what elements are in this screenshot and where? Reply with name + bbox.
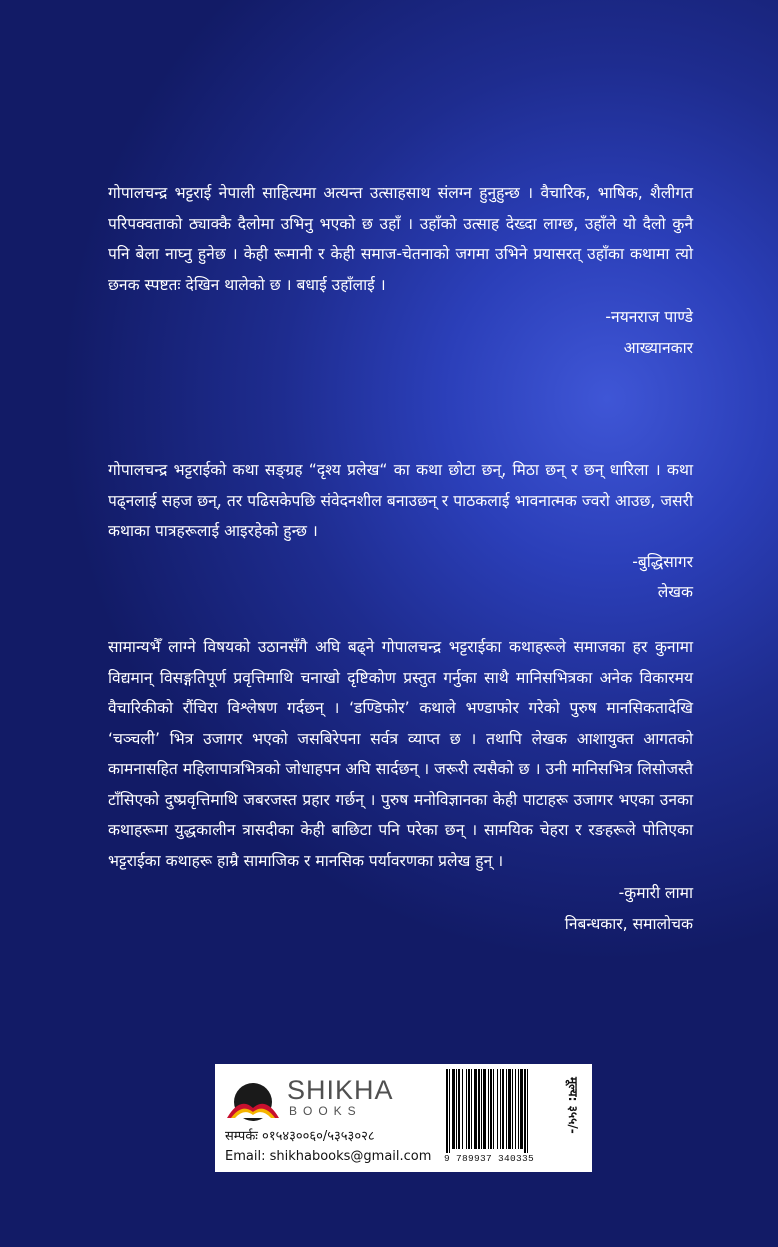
quote-3-text: सामान्यभैँ लाग्ने विषयको उठानसँगै अघि बढ्ने गोपालचन्द्र भट्टराईका कथाहरूले समाजका हर कुनामा विद्यमान् विसङ्गतिपूर्ण प्रवृत्तिमाथि चनाखो दृष्टिकोण प्रस्तुत गर्नुका साथै मानिसभित्रका अनेक विकारमय वैचारिकीको रौंचिरा विश्लेषण गर्दछन् । ‘डण्डिफोर’ कथाले भण्डाफोर गरेको पुरुष मानसिकतादेखि ‘चञ्चली’ भित्र उजागर भएको जसबिरेपना सर्वत्र व्याप्त छ । तथापि लेखक आशायुक्त आगतको कामनासहित महिलापात्रभित्रको जोधाहपन अघि सार्दछन् । जरूरी त्यसैको छ । उनी मानिसभित्र लिसोजस्तै टाँसिएको दुष्प्रवृत्तिमाथि जबरजस्त प्रहार गर्छन् । पुरुष मनोविज्ञानका केही पाटाहरू उजागर भएका उनका कथाहरूमा युद्धकालीन त्रासदीका केही बाछिटा पनि परेका छन् । सामयिक चेहरा र रङहरूले पोतिएका भट्टराईका कथाहरू हाम्रै सामाजिक र मानसिक पर्यावरणका प्रलेख हुन् ।: [108, 638, 693, 870]
contact-phone: सम्पर्कः ०१५४३००६०/५३५३०२८: [225, 1129, 375, 1144]
contact-email: Email: shikhabooks@gmail.com: [225, 1149, 432, 1164]
quote-1: [108, 178, 693, 363]
quote-3-author: -कुमारी लामा: [618, 884, 693, 902]
quote-2-role: लेखक: [657, 583, 693, 601]
quote-3-role: निबन्धकार, समालोचक: [564, 914, 693, 933]
publisher-block: [215, 1064, 437, 1172]
price-text: मूल्य: ३५५/-: [566, 1077, 580, 1134]
quote-2-text: गोपालचन्द्र भट्टराईको कथा सङ्ग्रह “दृश्य प्रलेख“ का कथा छोटा छन्, मिठा छन् र छन् धारिला । कथा पढ्नलाई सहज छन्, तर पढिसकेपछि संवेदनशील बनाउछन् र पाठकलाई भावनात्मक ज्वरो आउछ, जसरी कथाका पात्रहरूलाई आइरहेको हुन्छ ।: [108, 461, 693, 540]
barcode-icon: [444, 1069, 562, 1153]
quote-1-text: गोपालचन्द्र भट्टराई नेपाली साहित्यमा अत्यन्त उत्साहसाथ संलग्न हुनुहुन्छ । वैचारिक, भाषिक, शैलीगत परिपक्वताको ठ्याक्कै दैलोमा उभिनु भएको छ उहाँ । उहाँको उत्साह देख्दा लाग्छ, उहाँले यो दैलो कुनै पनि बेला नाघ्नु हुनेछ । केही रूमानी र केही समाज-चेतनाको जगमा उभिने प्रयासरत् उहाँका कथामा त्यो छनक स्पष्टतः देखिन थालेको छ । बधाई उहाँलाई ।: [108, 184, 693, 294]
publisher-panel: [215, 1064, 592, 1172]
price-label: [564, 1075, 586, 1155]
brand-name: SHIKHA: [287, 1075, 394, 1105]
barcode-block: [444, 1069, 586, 1167]
quote-1-author: -नयनराज पाण्डे: [605, 308, 693, 326]
brand-sub: BOOKS: [289, 1104, 362, 1118]
publisher-logo-icon: [222, 1074, 284, 1122]
quote-3: [108, 632, 693, 939]
quote-1-role: आख्यानकार: [623, 338, 693, 357]
quote-2-author: -बुद्धिसागर: [632, 552, 693, 571]
isbn-number: 9 789937 340335: [444, 1153, 535, 1164]
quote-2: [108, 455, 693, 608]
publisher-brand: [287, 1076, 394, 1118]
